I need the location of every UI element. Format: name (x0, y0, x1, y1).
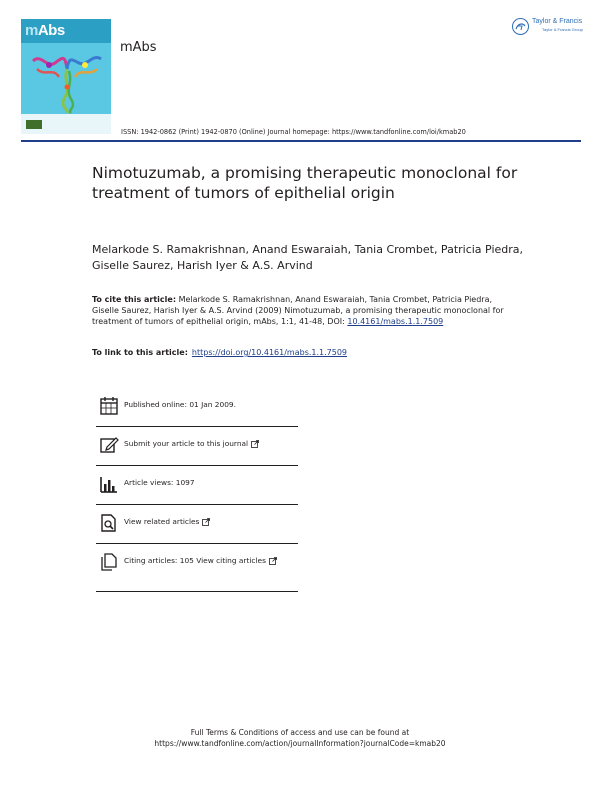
citing-articles-label (124, 556, 277, 565)
terms-footer-link[interactable]: https://www.tandfonline.com/action/journalInformation?journalCode=kmab20 (154, 739, 446, 748)
cover-publisher-mark (26, 120, 42, 129)
citation-block (92, 294, 512, 327)
divider (96, 591, 298, 592)
copy-documents-icon (99, 552, 119, 572)
terms-footer (0, 727, 600, 749)
article-title: Nimotuzumab, a promising therapeutic monoclonal for treatment of tumors of epithelial origin (92, 164, 518, 202)
issn-line (121, 128, 466, 136)
publisher-subname: Taylor & Francis Group (542, 27, 583, 32)
journal-name: mAbs (120, 40, 157, 55)
journal-homepage-link[interactable]: https://www.tandfonline.com/loi/kmab20 (331, 128, 466, 136)
published-online-row (96, 396, 298, 434)
submit-article-text[interactable]: Submit your article to this journal (124, 439, 249, 448)
cover-logo: mAbs (25, 22, 65, 39)
edit-icon (99, 435, 119, 455)
terms-footer-line1: Full Terms & Conditions of access and use can be found at (190, 728, 410, 737)
related-articles-text[interactable]: View related articles (124, 517, 200, 526)
article-views-text: Article views: 1097 (124, 478, 195, 487)
related-articles-row[interactable] (96, 513, 298, 551)
submit-article-row[interactable] (96, 435, 298, 473)
external-link-icon (269, 557, 277, 565)
citation-doi-link[interactable]: 10.4161/mabs.1.1.7509 (347, 317, 444, 326)
article-authors: Melarkode S. Ramakrishnan, Anand Eswaraiah, Tania Crombet, Patricia Piedra, Giselle Saurez, Harish Iyer & A.S. Arvind (92, 243, 524, 272)
publisher-logo[interactable] (512, 17, 584, 39)
citing-articles-text[interactable]: Citing articles: 105 View citing articles (124, 556, 266, 565)
related-articles-label (124, 517, 210, 526)
published-online-text: Published online: 01 Jan 2009. (124, 400, 236, 409)
article-views-row (96, 474, 298, 512)
article-link-label: To link to this article: (92, 348, 188, 357)
calendar-icon (99, 396, 119, 416)
bar-chart-icon (99, 474, 119, 494)
publisher-logo-icon (512, 18, 529, 35)
divider (96, 426, 298, 427)
divider (96, 504, 298, 505)
issn-text: ISSN: 1942-0862 (Print) 1942-0870 (Online) Journal homepage: (121, 128, 332, 136)
external-link-icon (251, 440, 259, 448)
divider (96, 465, 298, 466)
external-link-icon (202, 518, 210, 526)
citation-text: Melarkode S. Ramakrishnan, Anand Eswaraiah, Tania Crombet, Patricia Piedra, Giselle Saurez, Harish Iyer & A.S. Arvind (2009) Nimotuzumab, a promising therapeutic monoclonal for treatment of tumors of epithelial origin, mAbs, 1:1, 41-48, DOI: (92, 295, 504, 326)
search-document-icon (99, 513, 119, 533)
divider (96, 543, 298, 544)
citation-label: To cite this article: (92, 295, 177, 304)
journal-cover-image (21, 19, 111, 134)
publisher-name: Taylor & Francis (532, 18, 583, 25)
submit-article-label (124, 439, 259, 448)
antibody-molecule-illustration (27, 47, 107, 117)
article-link-line (92, 348, 347, 357)
article-doi-url[interactable]: https://doi.org/10.4161/mabs.1.1.7509 (191, 348, 348, 357)
citing-articles-row[interactable] (96, 552, 298, 590)
header-rule (21, 140, 581, 142)
